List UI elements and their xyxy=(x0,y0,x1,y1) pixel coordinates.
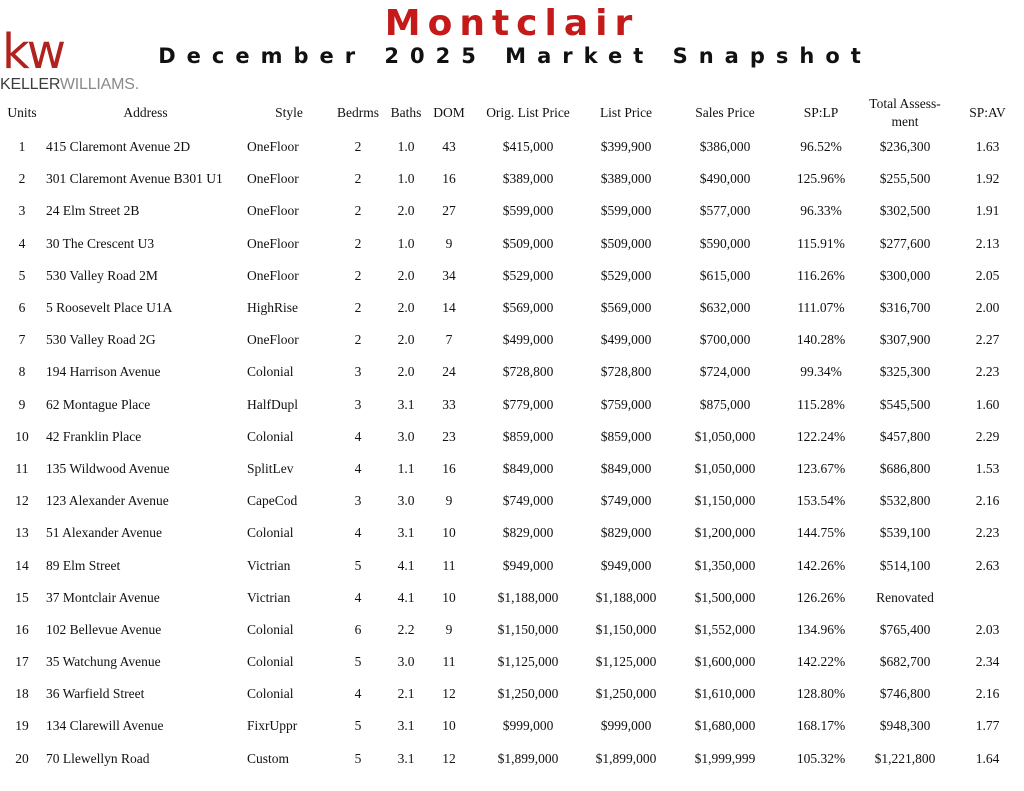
cell-sales-price: $386,000 xyxy=(699,139,751,155)
cell-sp-av: 2.34 xyxy=(975,654,1000,670)
cell-sp-lp: 115.91% xyxy=(797,235,845,251)
cell-style: OneFloor xyxy=(247,235,299,251)
cell-dom: 16 xyxy=(442,171,456,187)
cell-baths: 2.0 xyxy=(397,364,415,380)
cell-sales-price: $1,050,000 xyxy=(694,428,756,444)
header-total-assessment: Total Assess-ment xyxy=(869,96,941,129)
cell-sp-av: 1.60 xyxy=(975,396,1000,412)
cell-style: OneFloor xyxy=(247,203,299,219)
cell-list-price: $1,125,000 xyxy=(595,654,657,670)
header-bedrooms: Bedrms xyxy=(337,105,379,120)
cell-unit-number: 18 xyxy=(15,686,29,702)
cell-sp-lp: 105.32% xyxy=(796,750,846,766)
cell-bedrooms: 2 xyxy=(354,203,362,219)
table-row xyxy=(0,260,1024,292)
cell-sp-av: 2.29 xyxy=(975,428,1000,444)
cell-unit-number: 8 xyxy=(18,364,26,380)
header-style: Style xyxy=(275,105,303,120)
cell-bedrooms: 5 xyxy=(354,654,362,670)
cell-total-assessment: $236,300 xyxy=(879,139,931,155)
cell-address: 37 Montclair Avenue xyxy=(46,589,160,605)
cell-bedrooms: 2 xyxy=(354,300,362,316)
cell-dom: 10 xyxy=(442,589,456,605)
cell-dom: 9 xyxy=(445,235,453,251)
cell-list-price: $999,000 xyxy=(600,718,652,734)
cell-sp-av: 1.53 xyxy=(975,460,1000,476)
cell-sales-price: $1,050,000 xyxy=(694,460,756,476)
cell-sp-av: 2.27 xyxy=(975,332,1000,348)
cell-baths: 2.1 xyxy=(397,686,415,702)
cell-bedrooms: 3 xyxy=(354,396,362,412)
cell-sales-price: $615,000 xyxy=(699,267,751,283)
cell-dom: 9 xyxy=(445,493,453,509)
cell-dom: 23 xyxy=(442,428,456,444)
cell-baths: 4.1 xyxy=(397,557,415,573)
cell-style: Colonial xyxy=(247,654,294,670)
cell-sp-lp: 111.07% xyxy=(797,300,845,316)
cell-sp-av: 2.23 xyxy=(975,525,1000,541)
cell-style: Custom xyxy=(247,750,290,766)
cell-dom: 33 xyxy=(442,396,456,412)
cell-total-assessment: $302,500 xyxy=(879,203,931,219)
cell-total-assessment: $300,000 xyxy=(879,267,931,283)
cell-baths: 1.0 xyxy=(397,171,415,187)
cell-sp-lp: 116.26% xyxy=(797,267,845,283)
cell-style: HighRise xyxy=(247,300,299,316)
header-sp-lp: SP:LP xyxy=(803,105,839,120)
cell-list-price: $509,000 xyxy=(600,235,652,251)
cell-orig-list-price: $599,000 xyxy=(502,203,554,219)
cell-sp-lp: 128.80% xyxy=(796,686,846,702)
cell-baths: 2.0 xyxy=(397,332,415,348)
cell-list-price: $529,000 xyxy=(600,267,652,283)
cell-unit-number: 12 xyxy=(15,493,29,509)
cell-baths: 1.0 xyxy=(397,235,415,251)
cell-unit-number: 16 xyxy=(15,621,29,637)
cell-list-price: $499,000 xyxy=(600,332,652,348)
header-sp-av: SP:AV xyxy=(969,105,1006,120)
cell-sp-av xyxy=(951,582,1024,614)
table-row xyxy=(0,743,1024,775)
cell-total-assessment: $532,800 xyxy=(879,493,931,509)
cell-dom: 12 xyxy=(442,750,456,766)
cell-unit-number: 3 xyxy=(18,203,26,219)
cell-dom: 11 xyxy=(442,557,456,573)
cell-unit-number: 17 xyxy=(15,654,29,670)
cell-total-assessment: $765,400 xyxy=(879,621,931,637)
cell-list-price: $389,000 xyxy=(600,171,652,187)
cell-sp-lp: 168.17% xyxy=(796,718,846,734)
cell-sales-price: $1,500,000 xyxy=(694,589,756,605)
cell-orig-list-price: $1,899,000 xyxy=(497,750,559,766)
cell-list-price: $1,250,000 xyxy=(595,686,657,702)
cell-total-assessment: $948,300 xyxy=(879,718,931,734)
table-row xyxy=(0,163,1024,195)
cell-bedrooms: 2 xyxy=(354,235,362,251)
cell-unit-number: 11 xyxy=(15,460,29,476)
cell-total-assessment: $307,900 xyxy=(879,332,931,348)
cell-baths: 3.1 xyxy=(397,718,415,734)
cell-address: 5 Roosevelt Place U1A xyxy=(46,300,173,316)
cell-sp-av: 1.92 xyxy=(975,171,1000,187)
cell-unit-number: 6 xyxy=(18,300,26,316)
cell-address: 42 Franklin Place xyxy=(46,428,142,444)
cell-sales-price: $1,150,000 xyxy=(694,493,756,509)
cell-orig-list-price: $389,000 xyxy=(502,171,554,187)
cell-sp-lp: 96.52% xyxy=(800,139,842,155)
cell-orig-list-price: $1,250,000 xyxy=(497,686,559,702)
cell-sp-av: 1.91 xyxy=(975,203,1000,219)
cell-sp-av: 2.16 xyxy=(975,493,1000,509)
cell-sales-price: $632,000 xyxy=(699,300,751,316)
cell-style: Colonial xyxy=(247,686,294,702)
table-row xyxy=(0,517,1024,549)
cell-orig-list-price: $749,000 xyxy=(502,493,554,509)
cell-orig-list-price: $499,000 xyxy=(502,332,554,348)
cell-dom: 12 xyxy=(442,686,456,702)
cell-bedrooms: 5 xyxy=(354,718,362,734)
cell-dom: 11 xyxy=(442,654,456,670)
cell-total-assessment: $325,300 xyxy=(879,364,931,380)
cell-baths: 1.0 xyxy=(397,139,415,155)
cell-address: 123 Alexander Avenue xyxy=(46,493,169,509)
cell-address: 102 Bellevue Avenue xyxy=(46,621,162,637)
cell-sp-av: 2.03 xyxy=(975,621,1000,637)
cell-dom: 7 xyxy=(445,332,453,348)
cell-orig-list-price: $509,000 xyxy=(502,235,554,251)
cell-sp-lp: 123.67% xyxy=(796,460,846,476)
cell-list-price: $849,000 xyxy=(600,460,652,476)
table-row xyxy=(0,582,1024,614)
table-row xyxy=(0,549,1024,581)
cell-dom: 10 xyxy=(442,718,456,734)
page-subtitle: December 2025 Market Snapshot xyxy=(158,44,872,68)
table-row xyxy=(0,131,1024,163)
cell-style: OneFloor xyxy=(247,332,299,348)
header-baths: Baths xyxy=(390,105,422,120)
cell-style: OneFloor xyxy=(247,139,299,155)
cell-sp-av: 1.63 xyxy=(975,139,1000,155)
cell-baths: 3.0 xyxy=(397,428,415,444)
table-row xyxy=(0,292,1024,324)
header-sales-price: Sales Price xyxy=(695,105,755,120)
cell-sp-av: 2.05 xyxy=(975,267,1000,283)
cell-list-price: $1,188,000 xyxy=(595,589,657,605)
cell-baths: 3.1 xyxy=(397,396,415,412)
cell-unit-number: 1 xyxy=(18,139,26,155)
cell-baths: 1.1 xyxy=(397,460,415,476)
cell-total-assessment: $457,800 xyxy=(879,428,931,444)
cell-bedrooms: 6 xyxy=(354,621,362,637)
cell-bedrooms: 4 xyxy=(354,525,362,541)
cell-sales-price: $1,200,000 xyxy=(694,525,756,541)
table-row xyxy=(0,485,1024,517)
cell-dom: 24 xyxy=(442,364,456,380)
cell-orig-list-price: $1,188,000 xyxy=(497,589,559,605)
cell-dom: 9 xyxy=(445,621,453,637)
cell-address: 194 Harrison Avenue xyxy=(46,364,161,380)
cell-address: 134 Clarewill Avenue xyxy=(46,718,164,734)
cell-bedrooms: 2 xyxy=(354,267,362,283)
cell-sp-lp: 96.33% xyxy=(800,203,842,219)
cell-orig-list-price: $949,000 xyxy=(502,557,554,573)
table-row xyxy=(0,228,1024,260)
cell-unit-number: 7 xyxy=(18,332,26,348)
cell-baths: 3.1 xyxy=(397,525,415,541)
cell-unit-number: 5 xyxy=(18,267,26,283)
cell-sales-price: $1,350,000 xyxy=(694,557,756,573)
cell-sp-lp: 153.54% xyxy=(796,493,846,509)
cell-address: 62 Montague Place xyxy=(46,396,151,412)
cell-sp-lp: 125.96% xyxy=(796,171,846,187)
cell-orig-list-price: $1,125,000 xyxy=(497,654,559,670)
cell-unit-number: 4 xyxy=(18,235,26,251)
cell-orig-list-price: $529,000 xyxy=(502,267,554,283)
cell-bedrooms: 4 xyxy=(354,460,362,476)
cell-orig-list-price: $829,000 xyxy=(502,525,554,541)
cell-unit-number: 14 xyxy=(15,557,29,573)
cell-sp-lp: 115.28% xyxy=(797,396,845,412)
cell-sp-av: 1.64 xyxy=(975,750,1000,766)
cell-address: 35 Watchung Avenue xyxy=(46,654,161,670)
cell-baths: 3.0 xyxy=(397,493,415,509)
cell-unit-number: 2 xyxy=(18,171,26,187)
cell-address: 301 Claremont Avenue B301 U1 xyxy=(46,171,223,187)
cell-style: Colonial xyxy=(247,621,294,637)
cell-total-assessment: $316,700 xyxy=(879,300,931,316)
cell-style: Colonial xyxy=(247,364,294,380)
cell-address: 415 Claremont Avenue 2D xyxy=(46,139,191,155)
cell-baths: 3.0 xyxy=(397,654,415,670)
logo-brand-suffix: . xyxy=(134,76,140,93)
cell-bedrooms: 2 xyxy=(354,139,362,155)
cell-unit-number: 15 xyxy=(15,589,29,605)
cell-style: Colonial xyxy=(247,525,294,541)
cell-sp-lp: 126.26% xyxy=(796,589,846,605)
table-row xyxy=(0,453,1024,485)
cell-unit-number: 10 xyxy=(15,428,29,444)
cell-style: Victrian xyxy=(247,557,291,573)
cell-total-assessment: $514,100 xyxy=(879,557,931,573)
cell-address: 530 Valley Road 2G xyxy=(46,332,156,348)
header-dom: DOM xyxy=(433,105,465,120)
cell-sp-av: 2.13 xyxy=(975,235,1000,251)
cell-sales-price: $1,610,000 xyxy=(694,686,756,702)
cell-sp-lp: 142.26% xyxy=(796,557,846,573)
cell-style: Victrian xyxy=(247,589,291,605)
cell-total-assessment: $746,800 xyxy=(879,686,931,702)
page-title: Montclair xyxy=(384,3,640,44)
cell-list-price: $829,000 xyxy=(600,525,652,541)
cell-list-price: $749,000 xyxy=(600,493,652,509)
cell-sales-price: $577,000 xyxy=(699,203,751,219)
cell-style: OneFloor xyxy=(247,171,299,187)
cell-total-assessment: $1,221,800 xyxy=(874,750,936,766)
cell-sp-lp: 144.75% xyxy=(796,525,846,541)
cell-orig-list-price: $849,000 xyxy=(502,460,554,476)
cell-bedrooms: 4 xyxy=(354,686,362,702)
cell-style: CapeCod xyxy=(247,493,298,509)
cell-address: 530 Valley Road 2M xyxy=(46,267,158,283)
cell-sp-lp: 134.96% xyxy=(796,621,846,637)
cell-list-price: $728,800 xyxy=(600,364,652,380)
cell-bedrooms: 4 xyxy=(354,589,362,605)
cell-list-price: $399,900 xyxy=(600,139,652,155)
logo-wordmark xyxy=(0,76,139,94)
cell-address: 36 Warfield Street xyxy=(46,686,145,702)
cell-bedrooms: 5 xyxy=(354,557,362,573)
cell-baths: 2.0 xyxy=(397,300,415,316)
keller-williams-logo xyxy=(0,24,150,98)
header-address: Address xyxy=(123,105,168,120)
cell-bedrooms: 4 xyxy=(354,428,362,444)
cell-list-price: $1,150,000 xyxy=(595,621,657,637)
table-row xyxy=(0,614,1024,646)
cell-sales-price: $590,000 xyxy=(699,235,751,251)
header-orig-list-price: Orig. List Price xyxy=(486,105,570,120)
cell-list-price: $859,000 xyxy=(600,428,652,444)
cell-baths: 3.1 xyxy=(397,750,415,766)
table-row xyxy=(0,678,1024,710)
cell-orig-list-price: $569,000 xyxy=(502,300,554,316)
cell-sales-price: $1,999,999 xyxy=(694,750,756,766)
cell-sp-av: 2.00 xyxy=(975,300,1000,316)
cell-sp-lp: 140.28% xyxy=(796,332,846,348)
cell-address: 24 Elm Street 2B xyxy=(46,203,140,219)
cell-style: SplitLev xyxy=(247,460,294,476)
cell-baths: 2.2 xyxy=(397,621,415,637)
logo-brand-right: WILLIAMS xyxy=(59,76,135,93)
table-header-row xyxy=(0,95,1024,131)
cell-total-assessment: Renovated xyxy=(876,589,934,605)
table-row xyxy=(0,324,1024,356)
cell-unit-number: 9 xyxy=(18,396,26,412)
cell-bedrooms: 5 xyxy=(354,750,362,766)
cell-total-assessment: $545,500 xyxy=(879,396,931,412)
cell-address: 51 Alexander Avenue xyxy=(46,525,162,541)
cell-dom: 16 xyxy=(442,460,456,476)
cell-total-assessment: $686,800 xyxy=(879,460,931,476)
cell-style: FixrUppr xyxy=(247,718,298,734)
cell-unit-number: 13 xyxy=(15,525,29,541)
cell-bedrooms: 3 xyxy=(354,364,362,380)
cell-address: 89 Elm Street xyxy=(46,557,121,573)
cell-list-price: $759,000 xyxy=(600,396,652,412)
cell-sp-lp: 122.24% xyxy=(796,428,846,444)
cell-orig-list-price: $728,800 xyxy=(502,364,554,380)
cell-style: OneFloor xyxy=(247,267,299,283)
cell-total-assessment: $682,700 xyxy=(879,654,931,670)
cell-dom: 14 xyxy=(442,300,456,316)
cell-unit-number: 19 xyxy=(15,718,29,734)
cell-orig-list-price: $415,000 xyxy=(502,139,554,155)
table-row xyxy=(0,389,1024,421)
table-body xyxy=(0,131,1024,775)
cell-total-assessment: $539,100 xyxy=(879,525,931,541)
kw-logo-mark: kw xyxy=(2,24,64,80)
cell-total-assessment: $255,500 xyxy=(879,171,931,187)
cell-orig-list-price: $1,150,000 xyxy=(497,621,559,637)
cell-list-price: $949,000 xyxy=(600,557,652,573)
cell-list-price: $1,899,000 xyxy=(595,750,657,766)
cell-sp-av: 2.23 xyxy=(975,364,1000,380)
table-row xyxy=(0,195,1024,227)
cell-bedrooms: 3 xyxy=(354,493,362,509)
cell-style: Colonial xyxy=(247,428,294,444)
cell-list-price: $569,000 xyxy=(600,300,652,316)
cell-address: 30 The Crescent U3 xyxy=(46,235,155,251)
cell-bedrooms: 2 xyxy=(354,332,362,348)
cell-dom: 27 xyxy=(442,203,456,219)
cell-sp-av: 1.77 xyxy=(975,718,1000,734)
cell-dom: 10 xyxy=(442,525,456,541)
cell-dom: 34 xyxy=(442,267,456,283)
cell-address: 135 Wildwood Avenue xyxy=(46,460,170,476)
cell-sales-price: $1,680,000 xyxy=(694,718,756,734)
cell-address: 70 Llewellyn Road xyxy=(46,750,150,766)
cell-unit-number: 20 xyxy=(15,750,29,766)
cell-sp-lp: 142.22% xyxy=(796,654,846,670)
cell-orig-list-price: $779,000 xyxy=(502,396,554,412)
cell-orig-list-price: $999,000 xyxy=(502,718,554,734)
cell-bedrooms: 2 xyxy=(354,171,362,187)
cell-total-assessment: $277,600 xyxy=(879,235,931,251)
cell-dom: 43 xyxy=(442,139,456,155)
cell-baths: 4.1 xyxy=(397,589,415,605)
cell-sales-price: $1,552,000 xyxy=(694,621,756,637)
table-row xyxy=(0,646,1024,678)
logo-brand-left: KELLER xyxy=(0,76,60,93)
cell-list-price: $599,000 xyxy=(600,203,652,219)
cell-sales-price: $1,600,000 xyxy=(694,654,756,670)
cell-sales-price: $490,000 xyxy=(699,171,751,187)
market-snapshot-table xyxy=(0,95,1024,775)
cell-sp-av: 2.63 xyxy=(975,557,1000,573)
cell-style: HalfDupl xyxy=(247,396,298,412)
cell-baths: 2.0 xyxy=(397,203,415,219)
cell-sales-price: $875,000 xyxy=(699,396,751,412)
cell-sales-price: $700,000 xyxy=(699,332,751,348)
cell-sp-lp: 99.34% xyxy=(800,364,842,380)
table-row xyxy=(0,421,1024,453)
header-units: Units xyxy=(7,105,37,120)
table-row xyxy=(0,356,1024,388)
cell-orig-list-price: $859,000 xyxy=(502,428,554,444)
cell-sales-price: $724,000 xyxy=(699,364,751,380)
cell-baths: 2.0 xyxy=(397,267,415,283)
cell-sp-av: 2.16 xyxy=(975,686,1000,702)
table-row xyxy=(0,710,1024,742)
header-list-price: List Price xyxy=(599,105,653,120)
